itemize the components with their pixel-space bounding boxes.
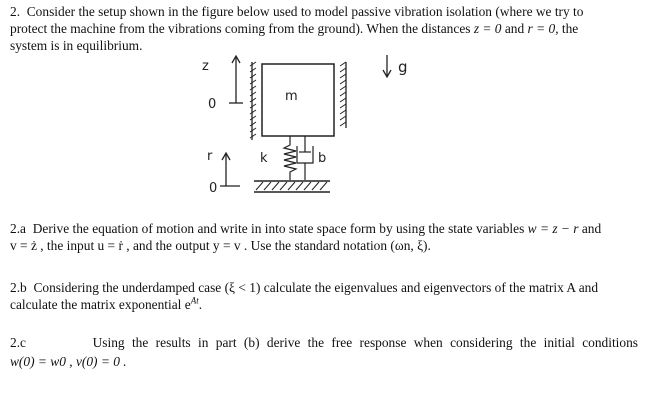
problem-number: 2. <box>10 4 21 19</box>
spring <box>284 136 296 180</box>
part-a-line-2: v = ż , the input u = ṙ , and the output y = v . Use the standard notation (ωn, ξ). <box>10 238 431 253</box>
mass-block <box>262 64 334 136</box>
part-a-line-1: 2.a Derive the equation of motion and write in into state space form by using the state variables w = z − r and <box>10 221 602 236</box>
part-a <box>10 220 638 254</box>
part-c-line-2: w(0) = w0 , v(0) = 0 . <box>10 354 127 369</box>
intro-line-3: system is in equilibrium. <box>10 38 143 53</box>
figure-label-damper: b <box>318 151 327 166</box>
figure-label-mass: m <box>285 89 298 104</box>
figure-label-gravity: g <box>398 58 408 76</box>
intro-line-2: protect the machine from the vibrations coming from the ground). When the distances z = 0 and r = 0, the <box>10 21 579 36</box>
damper <box>297 136 313 180</box>
figure-label-spring: k <box>260 151 268 166</box>
part-a-label: 2.a <box>10 221 26 236</box>
intro-line-1: 2. Consider the setup shown in the figure below used to model passive vibration isolation (where we try to <box>10 4 584 19</box>
figure-label-zero-bottom: 0 <box>209 181 218 196</box>
figure-label-r: r <box>207 149 213 164</box>
part-b <box>10 279 638 313</box>
left-wall <box>250 62 256 140</box>
right-wall <box>340 62 346 128</box>
part-b-line-1: 2.b Considering the underdamped case (ξ < 1) calculate the eigenvalues and eigenvectors of the matrix A and <box>10 280 599 295</box>
matrix-exponent: At <box>190 295 199 306</box>
figure-label-z: z <box>202 59 209 74</box>
part-b-label: 2.b <box>10 280 27 295</box>
ground-platform <box>254 181 330 192</box>
part-b-line-2: calculate the matrix exponential $e^{At}$. <box>10 295 203 312</box>
part-c-label: 2.c <box>10 335 26 350</box>
part-c <box>10 334 638 370</box>
part-c-line-1: 2.c Using the results in part (b) derive the free response when considering the initial conditions <box>10 335 638 350</box>
figure-label-zero-top: 0 <box>208 97 217 112</box>
